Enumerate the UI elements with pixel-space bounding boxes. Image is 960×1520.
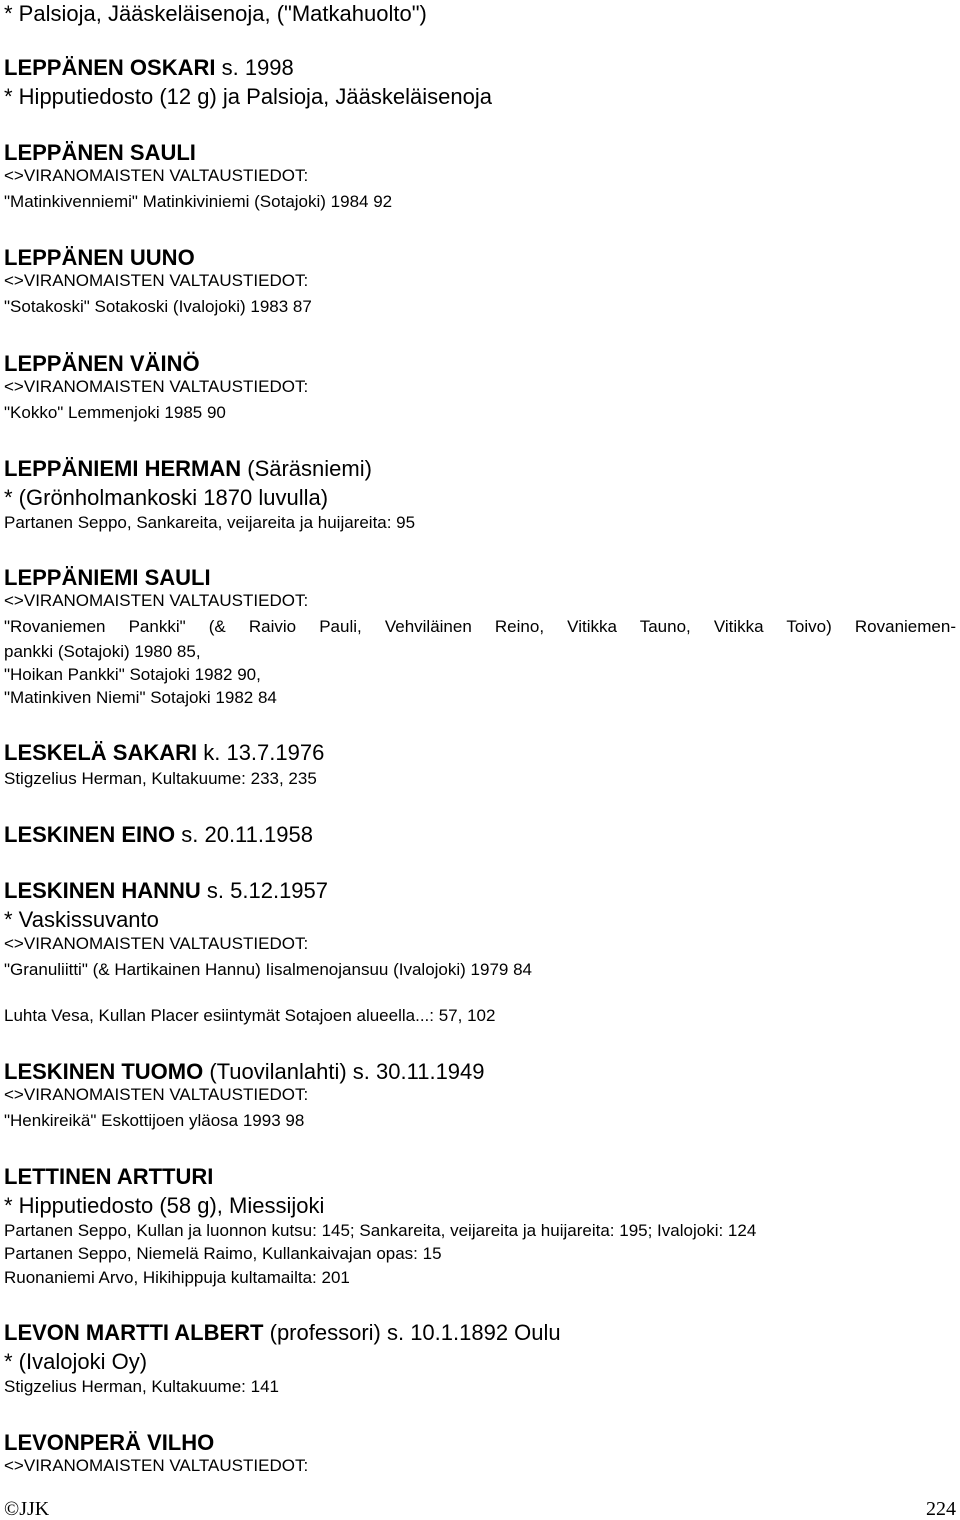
text-line [4, 167, 308, 184]
text-line [4, 378, 308, 395]
text-line [4, 1269, 350, 1286]
text-line [4, 689, 277, 706]
entry-name: LEPPÄNIEMI SAULI [4, 565, 211, 590]
text-line [4, 961, 532, 978]
entry-text: <>VIRANOMAISTEN VALTAUSTIEDOT: [4, 271, 309, 290]
entry-text: Partanen Seppo, Sankareita, veijareita ja huijareita: 95 [4, 513, 416, 532]
text-line [4, 592, 308, 609]
entry-name: LEPPÄNEN SAULI [4, 140, 196, 165]
entry-name: LEPPÄNIEMI HERMAN [4, 456, 242, 481]
entry-text: (Tuovilanlahti) s. 30.11.1949 [203, 1059, 485, 1084]
entry-text: "Hoikan Pankki" Sotajoki 1982 90, [4, 665, 261, 684]
entry-text: Stigzelius Herman, Kultakuume: 141 [4, 1377, 279, 1396]
entry-name: LEPPÄNEN UUNO [4, 245, 195, 270]
entry-text: Stigzelius Herman, Kultakuume: 233, 235 [4, 769, 317, 788]
entry-text: "Sotakoski" Sotakoski (Ivalojoki) 1983 87 [4, 297, 312, 316]
entry-name: LETTINEN ARTTURI [4, 1164, 214, 1189]
text-line [4, 404, 226, 421]
text-line [4, 935, 308, 952]
entry-text: * Palsioja, Jääskeläisenoja, ("Matkahuolto") [4, 1, 427, 26]
entry-text: <>VIRANOMAISTEN VALTAUSTIEDOT: [4, 1085, 309, 1104]
text-line [4, 57, 294, 79]
entry-text: pankki (Sotajoki) 1980 85, [4, 642, 201, 661]
text-line [4, 3, 427, 25]
text-line [4, 618, 956, 635]
text-line [4, 247, 195, 269]
text-line [4, 193, 392, 210]
text-line [4, 272, 308, 289]
text-line [4, 824, 313, 846]
footer-page-number: 224 [926, 1498, 956, 1520]
text-line [4, 1322, 561, 1344]
entry-text: Luhta Vesa, Kullan Placer esiintymät Sotajoen alueella...: 57, 102 [4, 1006, 496, 1025]
text-line [4, 1432, 214, 1454]
entry-text: <>VIRANOMAISTEN VALTAUSTIEDOT: [4, 934, 309, 953]
text-line [4, 1378, 279, 1395]
text-line [4, 567, 211, 589]
entry-name: LEPPÄNEN VÄINÖ [4, 351, 200, 376]
text-line [4, 487, 328, 509]
entry-name: LEVONPERÄ VILHO [4, 1430, 215, 1455]
text-line [4, 1351, 147, 1373]
entry-text: <>VIRANOMAISTEN VALTAUSTIEDOT: [4, 377, 309, 396]
entry-text: s. 1998 [215, 55, 294, 80]
text-line [4, 1195, 324, 1217]
text-line [4, 298, 312, 315]
entry-text: Ruonaniemi Arvo, Hikihippuja kultamailta: 201 [4, 1268, 350, 1287]
text-line [4, 909, 159, 931]
text-line [4, 353, 200, 375]
entry-text: s. 20.11.1958 [175, 822, 313, 847]
entry-text: "Kokko" Lemmenjoki 1985 90 [4, 403, 226, 422]
text-line [4, 1007, 495, 1024]
entry-name: LEVON MARTTI ALBERT [4, 1320, 264, 1345]
entry-name: LESKINEN EINO [4, 822, 176, 847]
text-line [4, 643, 201, 660]
entry-text: "Granuliitti" (& Hartikainen Hannu) Iisalmenojansuu (Ivalojoki) 1979 84 [4, 960, 532, 979]
entry-name: LESKELÄ SAKARI [4, 740, 198, 765]
entry-text: <>VIRANOMAISTEN VALTAUSTIEDOT: [4, 591, 309, 610]
text-line [4, 880, 328, 902]
entry-name: LESKINEN TUOMO [4, 1059, 204, 1084]
text-line [4, 1061, 485, 1083]
text-line [4, 458, 372, 480]
footer-copyright: ©JJK [4, 1498, 50, 1520]
entry-text: "Matinkiven Niemi" Sotajoki 1982 84 [4, 688, 277, 707]
entry-text: (Säräsniemi) [241, 456, 372, 481]
entry-text: Partanen Seppo, Niemelä Raimo, Kullankaivajan opas: 15 [4, 1244, 442, 1263]
text-line [4, 1086, 308, 1103]
entry-text: * (Ivalojoki Oy) [4, 1349, 148, 1374]
entry-text: <>VIRANOMAISTEN VALTAUSTIEDOT: [4, 166, 309, 185]
text-line [4, 1112, 304, 1129]
entry-text: "Rovaniemen Pankki" (& Raivio Pauli, Vehviläinen Reino, Vitikka Tauno, Vitikka Toivo) Rovaniemen- [4, 617, 956, 636]
entry-text: Partanen Seppo, Kullan ja luonnon kutsu: 145; Sankareita, veijareita ja huijareita: 195; Ivalojoki: 124 [4, 1221, 757, 1240]
text-line [4, 142, 196, 164]
text-line [4, 86, 492, 108]
text-line [4, 1457, 308, 1474]
entry-name: LESKINEN HANNU [4, 878, 201, 903]
text-line [4, 1166, 213, 1188]
entry-text: * (Grönholmankoski 1870 luvulla) [4, 485, 329, 510]
entry-name: LEPPÄNEN OSKARI [4, 55, 216, 80]
entry-text: s. 5.12.1957 [200, 878, 329, 903]
entry-text: k. 13.7.1976 [197, 740, 325, 765]
text-line [4, 742, 324, 764]
text-line [4, 1222, 756, 1239]
entry-text: <>VIRANOMAISTEN VALTAUSTIEDOT: [4, 1456, 309, 1475]
entry-text: * Vaskissuvanto [4, 907, 159, 932]
entry-text: "Matinkivenniemi" Matinkiviniemi (Sotajoki) 1984 92 [4, 192, 393, 211]
entry-text: (professori) s. 10.1.1892 Oulu [263, 1320, 561, 1345]
text-line [4, 1245, 442, 1262]
entry-text: "Henkireikä" Eskottijoen yläosa 1993 98 [4, 1111, 305, 1130]
text-line [4, 770, 317, 787]
text-line [4, 666, 261, 683]
entry-text: * Hipputiedosto (12 g) ja Palsioja, Jääskeläisenoja [4, 84, 492, 109]
text-line [4, 514, 415, 531]
entry-text: * Hipputiedosto (58 g), Miessijoki [4, 1193, 325, 1218]
